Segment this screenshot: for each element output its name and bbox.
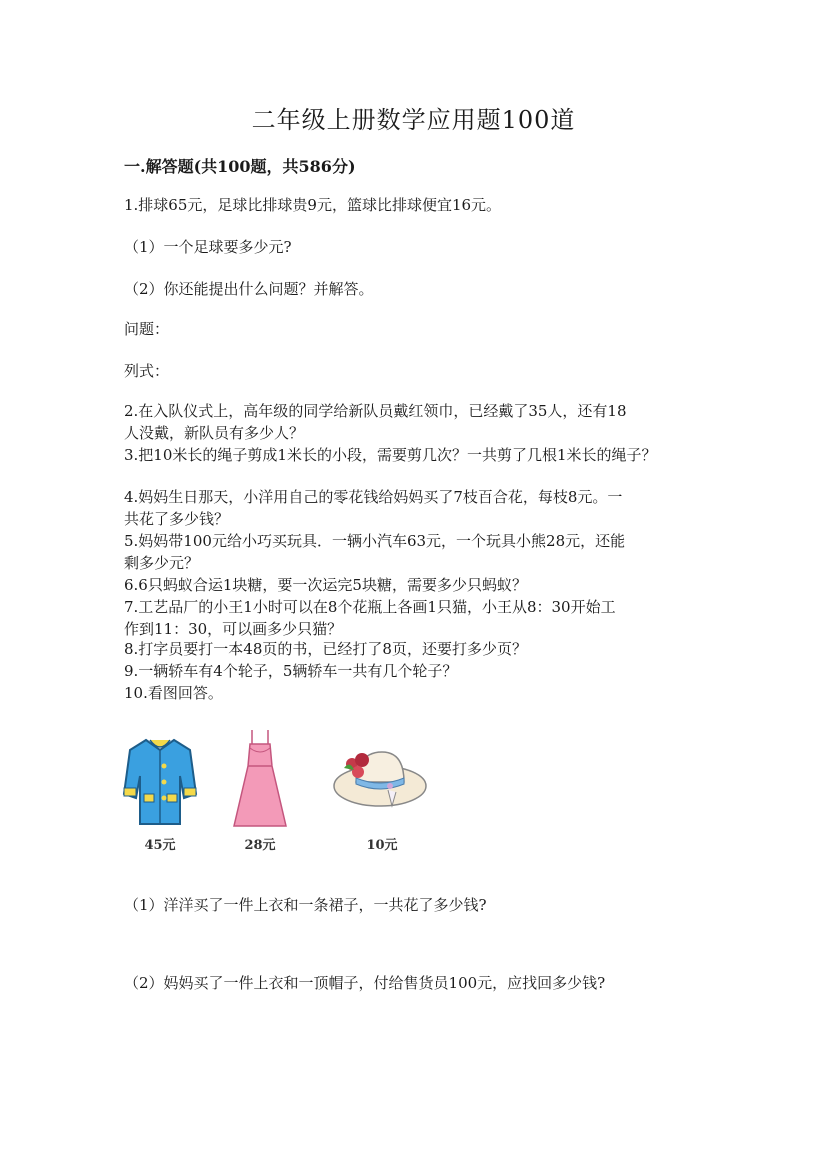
section-heading: 一.解答题(共100题，共586分) <box>124 157 356 176</box>
question-1-part-2: （2）你还能提出什么问题？并解答。 <box>124 280 374 298</box>
coat-price: 45元 <box>144 838 176 853</box>
dress-icon <box>230 728 290 828</box>
question-10: 10.看图回答。 <box>124 684 223 702</box>
question-1-formula-label: 列式： <box>124 362 170 380</box>
coat-icon <box>120 728 200 828</box>
hat-price: 10元 <box>366 838 398 853</box>
question-8: 8.打字员要打一本48页的书，已经打了8页，还要打多少页？ <box>124 640 527 658</box>
hat-icon <box>332 728 428 828</box>
question-2-line-2: 人没戴，新队员有多少人？ <box>124 424 305 442</box>
question-4-line-1: 4.妈妈生日那天，小洋用自己的零花钱给妈妈买了7枝百合花，每枝8元。一 <box>124 488 623 506</box>
question-5-line-1: 5.妈妈带100元给小巧买玩具．一辆小汽车63元，一个玩具小熊28元，还能 <box>124 532 626 550</box>
question-10-part-1: （1）洋洋买了一件上衣和一条裙子，一共花了多少钱? <box>124 896 487 914</box>
question-5-line-2: 剩多少元？ <box>124 554 200 572</box>
question-6: 6.6只蚂蚁合运1块糖，要一次运完5块糖，需要多少只蚂蚁？ <box>124 576 527 594</box>
question-4-line-2: 共花了多少钱？ <box>124 510 230 528</box>
question-1: 1.排球65元，足球比排球贵9元，篮球比排球便宜16元。 <box>124 196 502 214</box>
question-7-line-1: 7.工艺品厂的小王1小时可以在8个花瓶上各画1只猫，小王从8：30开始工 <box>124 598 616 616</box>
page-title: 二年级上册数学应用题100道 <box>251 106 576 134</box>
coat-item <box>120 728 220 858</box>
hat-item <box>332 728 432 858</box>
question-1-problem-label: 问题： <box>124 320 170 338</box>
question-9: 9.一辆轿车有4个轮子，5辆轿车一共有几个轮子？ <box>124 662 458 680</box>
dress-price: 28元 <box>244 838 276 853</box>
question-10-part-2: （2）妈妈买了一件上衣和一顶帽子，付给售货员100元，应找回多少钱? <box>124 974 606 992</box>
price-figure <box>120 728 450 858</box>
question-1-part-1: （1）一个足球要多少元? <box>124 238 292 256</box>
question-3: 3.把10米长的绳子剪成1米长的小段，需要剪几次？一共剪了几根1米长的绳子？ <box>124 446 657 464</box>
question-7-line-2: 作到11：30，可以画多少只猫？ <box>124 620 343 638</box>
question-2-line-1: 2.在入队仪式上，高年级的同学给新队员戴红领巾，已经戴了35人，还有18 <box>124 402 627 420</box>
dress-item <box>230 728 330 858</box>
